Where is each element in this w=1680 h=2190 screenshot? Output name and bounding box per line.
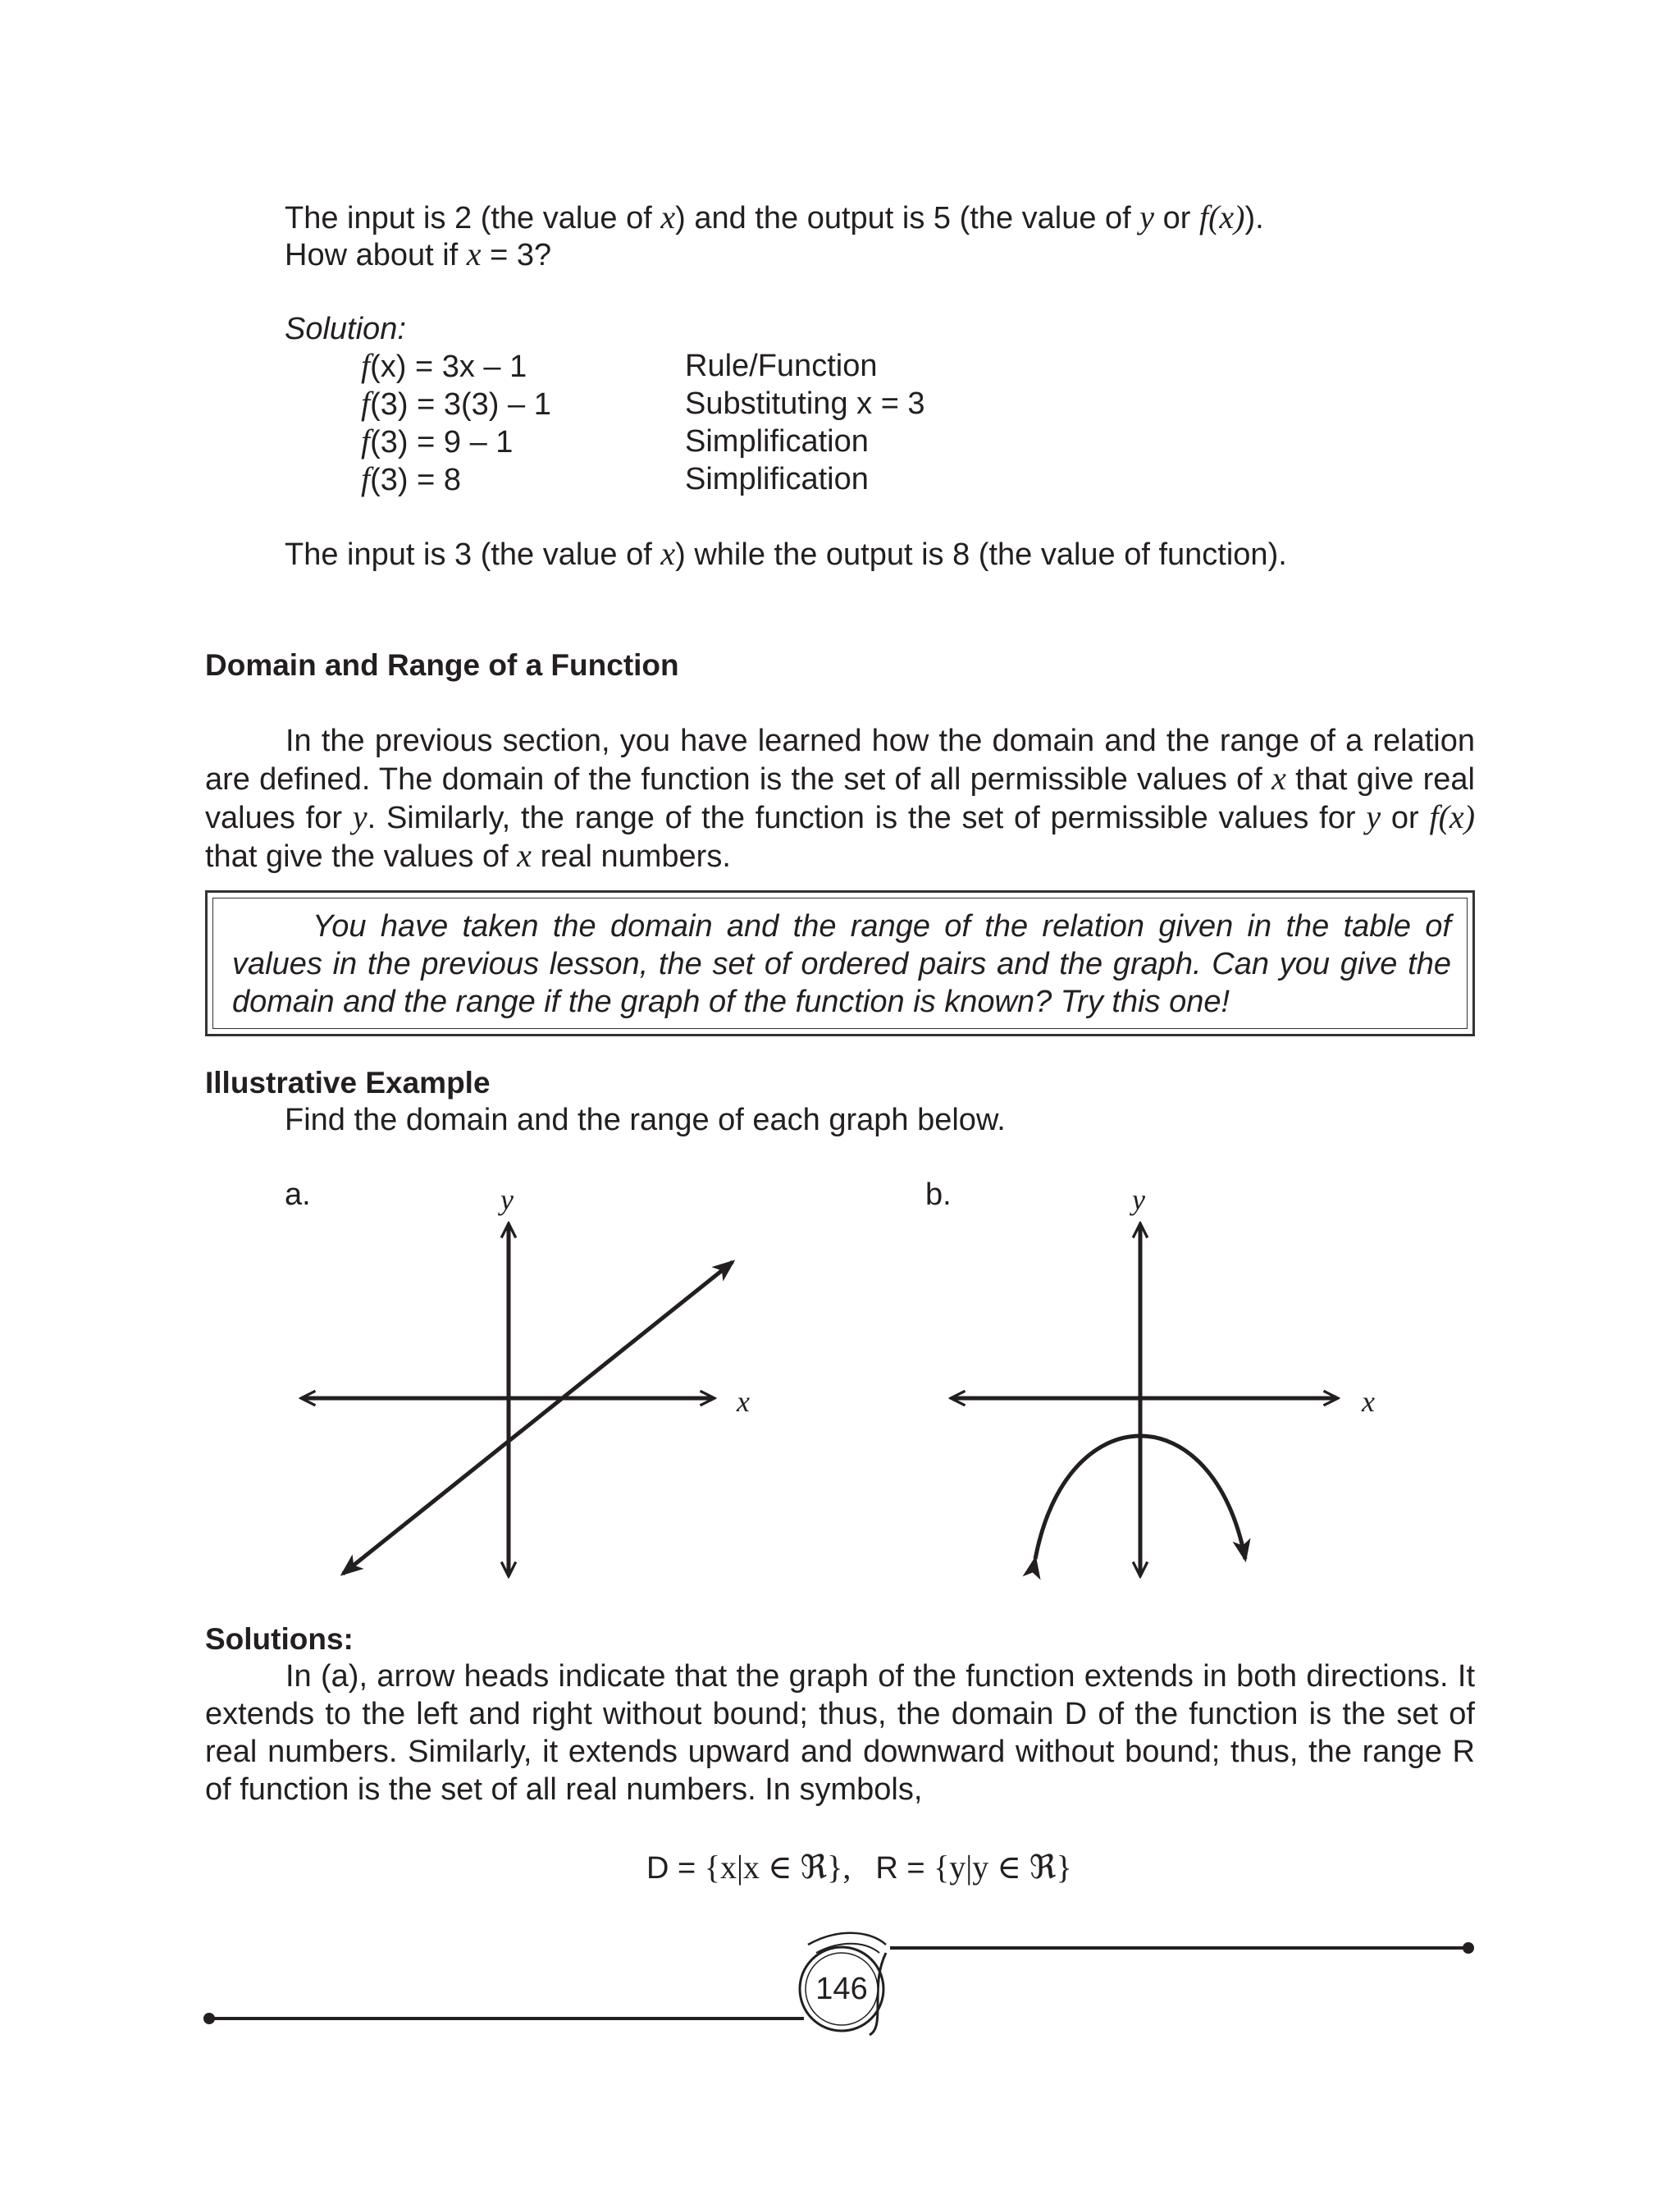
- solution-step: [361, 347, 527, 386]
- step-expression: (x) = 3x – 1: [370, 350, 527, 384]
- solution-step: [361, 423, 513, 461]
- x-axis-label: x: [737, 1385, 750, 1418]
- example-title: Illustrative Example: [205, 1066, 491, 1100]
- intro-line-2: [285, 235, 551, 274]
- step-reason: Simplification: [685, 462, 869, 496]
- intro-text: ) and the output is 5 (the value of: [675, 201, 1140, 235]
- step-reason: Substituting x = 3: [685, 386, 925, 421]
- function-line: [343, 1262, 733, 1574]
- var-x: x: [517, 837, 532, 874]
- solution-step: [361, 385, 551, 423]
- para-text: that give real values for: [205, 762, 1476, 835]
- var-y: y: [352, 798, 368, 835]
- para-text: or: [1381, 801, 1430, 835]
- graph-a-label: a.: [285, 1177, 311, 1212]
- step-func: f: [361, 423, 371, 459]
- y-axis-label: y: [500, 1183, 514, 1216]
- footer-swirl: [808, 1933, 886, 1945]
- range-set: {y|y ∈ ℜ}: [934, 1849, 1072, 1886]
- x-axis-label: x: [1362, 1385, 1375, 1418]
- step-expression: (3) = 9 – 1: [370, 425, 514, 459]
- range-label: R =: [875, 1851, 934, 1886]
- step-reason: Rule/Function: [685, 349, 878, 383]
- para-text: real numbers.: [532, 839, 731, 874]
- callout-box: [205, 890, 1475, 1036]
- step-func: f: [361, 460, 371, 497]
- conclusion-text: The input is 3 (the value of: [285, 537, 661, 572]
- step-func: f: [361, 385, 371, 422]
- footer-dot-left: [203, 2013, 215, 2024]
- var-x: x: [466, 235, 482, 272]
- solution-step: [361, 460, 461, 499]
- section-title: Domain and Range of a Function: [205, 648, 679, 682]
- intro-text: or: [1154, 201, 1199, 235]
- page-number: 146: [815, 1972, 868, 2006]
- y-axis-label: y: [1132, 1183, 1145, 1216]
- domain-range-formula: [646, 1849, 1072, 1887]
- graph-a: [279, 1173, 788, 1600]
- var-fx: f(x): [1429, 798, 1476, 835]
- solution-steps: [361, 347, 1427, 503]
- var-x: x: [660, 535, 676, 572]
- var-x: x: [660, 199, 676, 235]
- intro-text: ).: [1244, 201, 1264, 235]
- solution-conclusion: [285, 535, 1287, 574]
- solutions-heading: Solutions:: [205, 1622, 354, 1656]
- solutions-paragraph: In (a), arrow heads indicate that the graph of the function extends in both directions. It extends to the left and right without bound; thus, the domain D of the function is the set of real numbers. Similarly, it extends upward and downward without bound; thus, the range R of function is the set of all real numbers. In symbols,: [205, 1659, 1475, 1807]
- intro-line-1: [285, 199, 1264, 237]
- section-paragraph: [205, 722, 1475, 876]
- step-expression: (3) = 3(3) – 1: [370, 387, 551, 422]
- solution-heading: Solution:: [285, 312, 406, 346]
- graph-b: [935, 1173, 1395, 1600]
- callout-text: You have taken the domain and the range of the relation given in the table of values in the previous lesson, the set of ordered pairs and the graph. Can you give the domain and the range if the graph of the function is known? Try this one!: [232, 909, 1451, 1019]
- para-text: that give the values of: [205, 839, 518, 874]
- var-x: x: [1271, 760, 1286, 797]
- step-func: f: [361, 347, 371, 384]
- example-instruction: Find the domain and the range of each graph below.: [285, 1103, 1006, 1137]
- domain-label: D =: [646, 1851, 705, 1886]
- intro-text: = 3?: [481, 238, 552, 272]
- var-y: y: [1366, 798, 1381, 835]
- intro-text: How about if: [285, 238, 467, 272]
- conclusion-text: ) while the output is 8 (the value of function).: [675, 537, 1287, 572]
- footer-dot-right: [1463, 1942, 1474, 1954]
- para-text: In the previous section, you have learned how the domain and the range of a relation are defined. The domain of the function is the set of all permissible values of: [205, 724, 1475, 797]
- domain-set: {x|x ∈ ℜ},: [704, 1849, 851, 1886]
- var-fx: f(x): [1198, 199, 1245, 235]
- step-reason: Simplification: [685, 424, 869, 459]
- para-text: . Similarly, the range of the function is the set of permissible values for: [367, 801, 1367, 835]
- var-y: y: [1139, 199, 1155, 235]
- step-expression: (3) = 8: [370, 463, 462, 497]
- graph-b-label: b.: [925, 1177, 952, 1212]
- intro-text: The input is 2 (the value of: [285, 201, 661, 235]
